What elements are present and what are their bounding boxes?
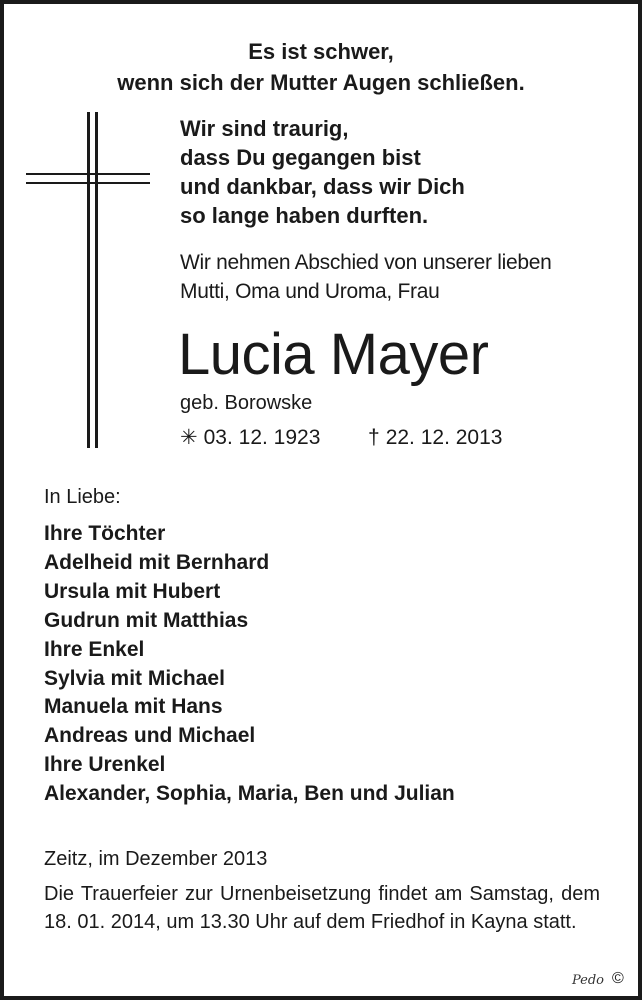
in-love-label: In Liebe:	[44, 486, 121, 508]
mourner-line: Ihre Töchter	[44, 522, 166, 545]
maiden-name: geb. Borowske	[180, 392, 313, 414]
birth-star-icon: ✳	[180, 426, 198, 449]
mourner-line: Ihre Enkel	[44, 637, 145, 661]
intro-line: Wir nehmen Abschied von unserer lieben	[180, 251, 552, 274]
motto-line: wenn sich der Mutter Augen schließen.	[117, 70, 525, 95]
verse-line: dass Du gegangen bist	[180, 145, 421, 170]
verse-line: so lange haben durften.	[180, 203, 429, 228]
death-cross-icon: †	[368, 426, 380, 449]
mourner-line: Adelheid mit Bernhard	[44, 550, 270, 574]
mourner-line: Alexander, Sophia, Maria, Ben und Julian	[44, 782, 455, 806]
life-dates	[180, 424, 503, 452]
motto	[0, 36, 642, 98]
motto-line: Es ist schwer,	[248, 39, 394, 64]
mourner-line: Manuela mit Hans	[44, 695, 223, 719]
death-date: 22. 12. 2013	[385, 426, 503, 449]
deceased-name: Lucia Mayer	[178, 322, 489, 387]
mourner-line: Ursula mit Hubert	[44, 579, 221, 603]
copyright-icon: ©	[612, 970, 624, 987]
verse-line: Wir sind traurig,	[180, 116, 349, 141]
birth-date: 03. 12. 1923	[203, 426, 321, 449]
farewell-intro	[180, 248, 551, 306]
verse-line: und dankbar, dass wir Dich	[180, 174, 465, 199]
intro-line: Mutti, Oma und Uroma, Frau	[180, 280, 440, 303]
mourner-line: Gudrun mit Matthias	[44, 608, 249, 632]
mourner-line: Andreas und Michael	[44, 724, 256, 748]
signature: Pedo	[572, 973, 605, 988]
funeral-notice: Die Trauerfeier zur Urnenbeisetzung findet am Samstag, dem 18. 01. 2014, um 13.30 Uhr auf dem Friedhof in Kayna statt.	[44, 883, 600, 933]
mourner-line: Ihre Urenkel	[44, 753, 166, 777]
verse	[180, 114, 465, 230]
mourner-line: Sylvia mit Michael	[44, 666, 225, 690]
place-date: Zeitz, im Dezember 2013	[44, 848, 268, 870]
mourners-list	[44, 520, 455, 809]
cross-icon	[26, 112, 156, 448]
